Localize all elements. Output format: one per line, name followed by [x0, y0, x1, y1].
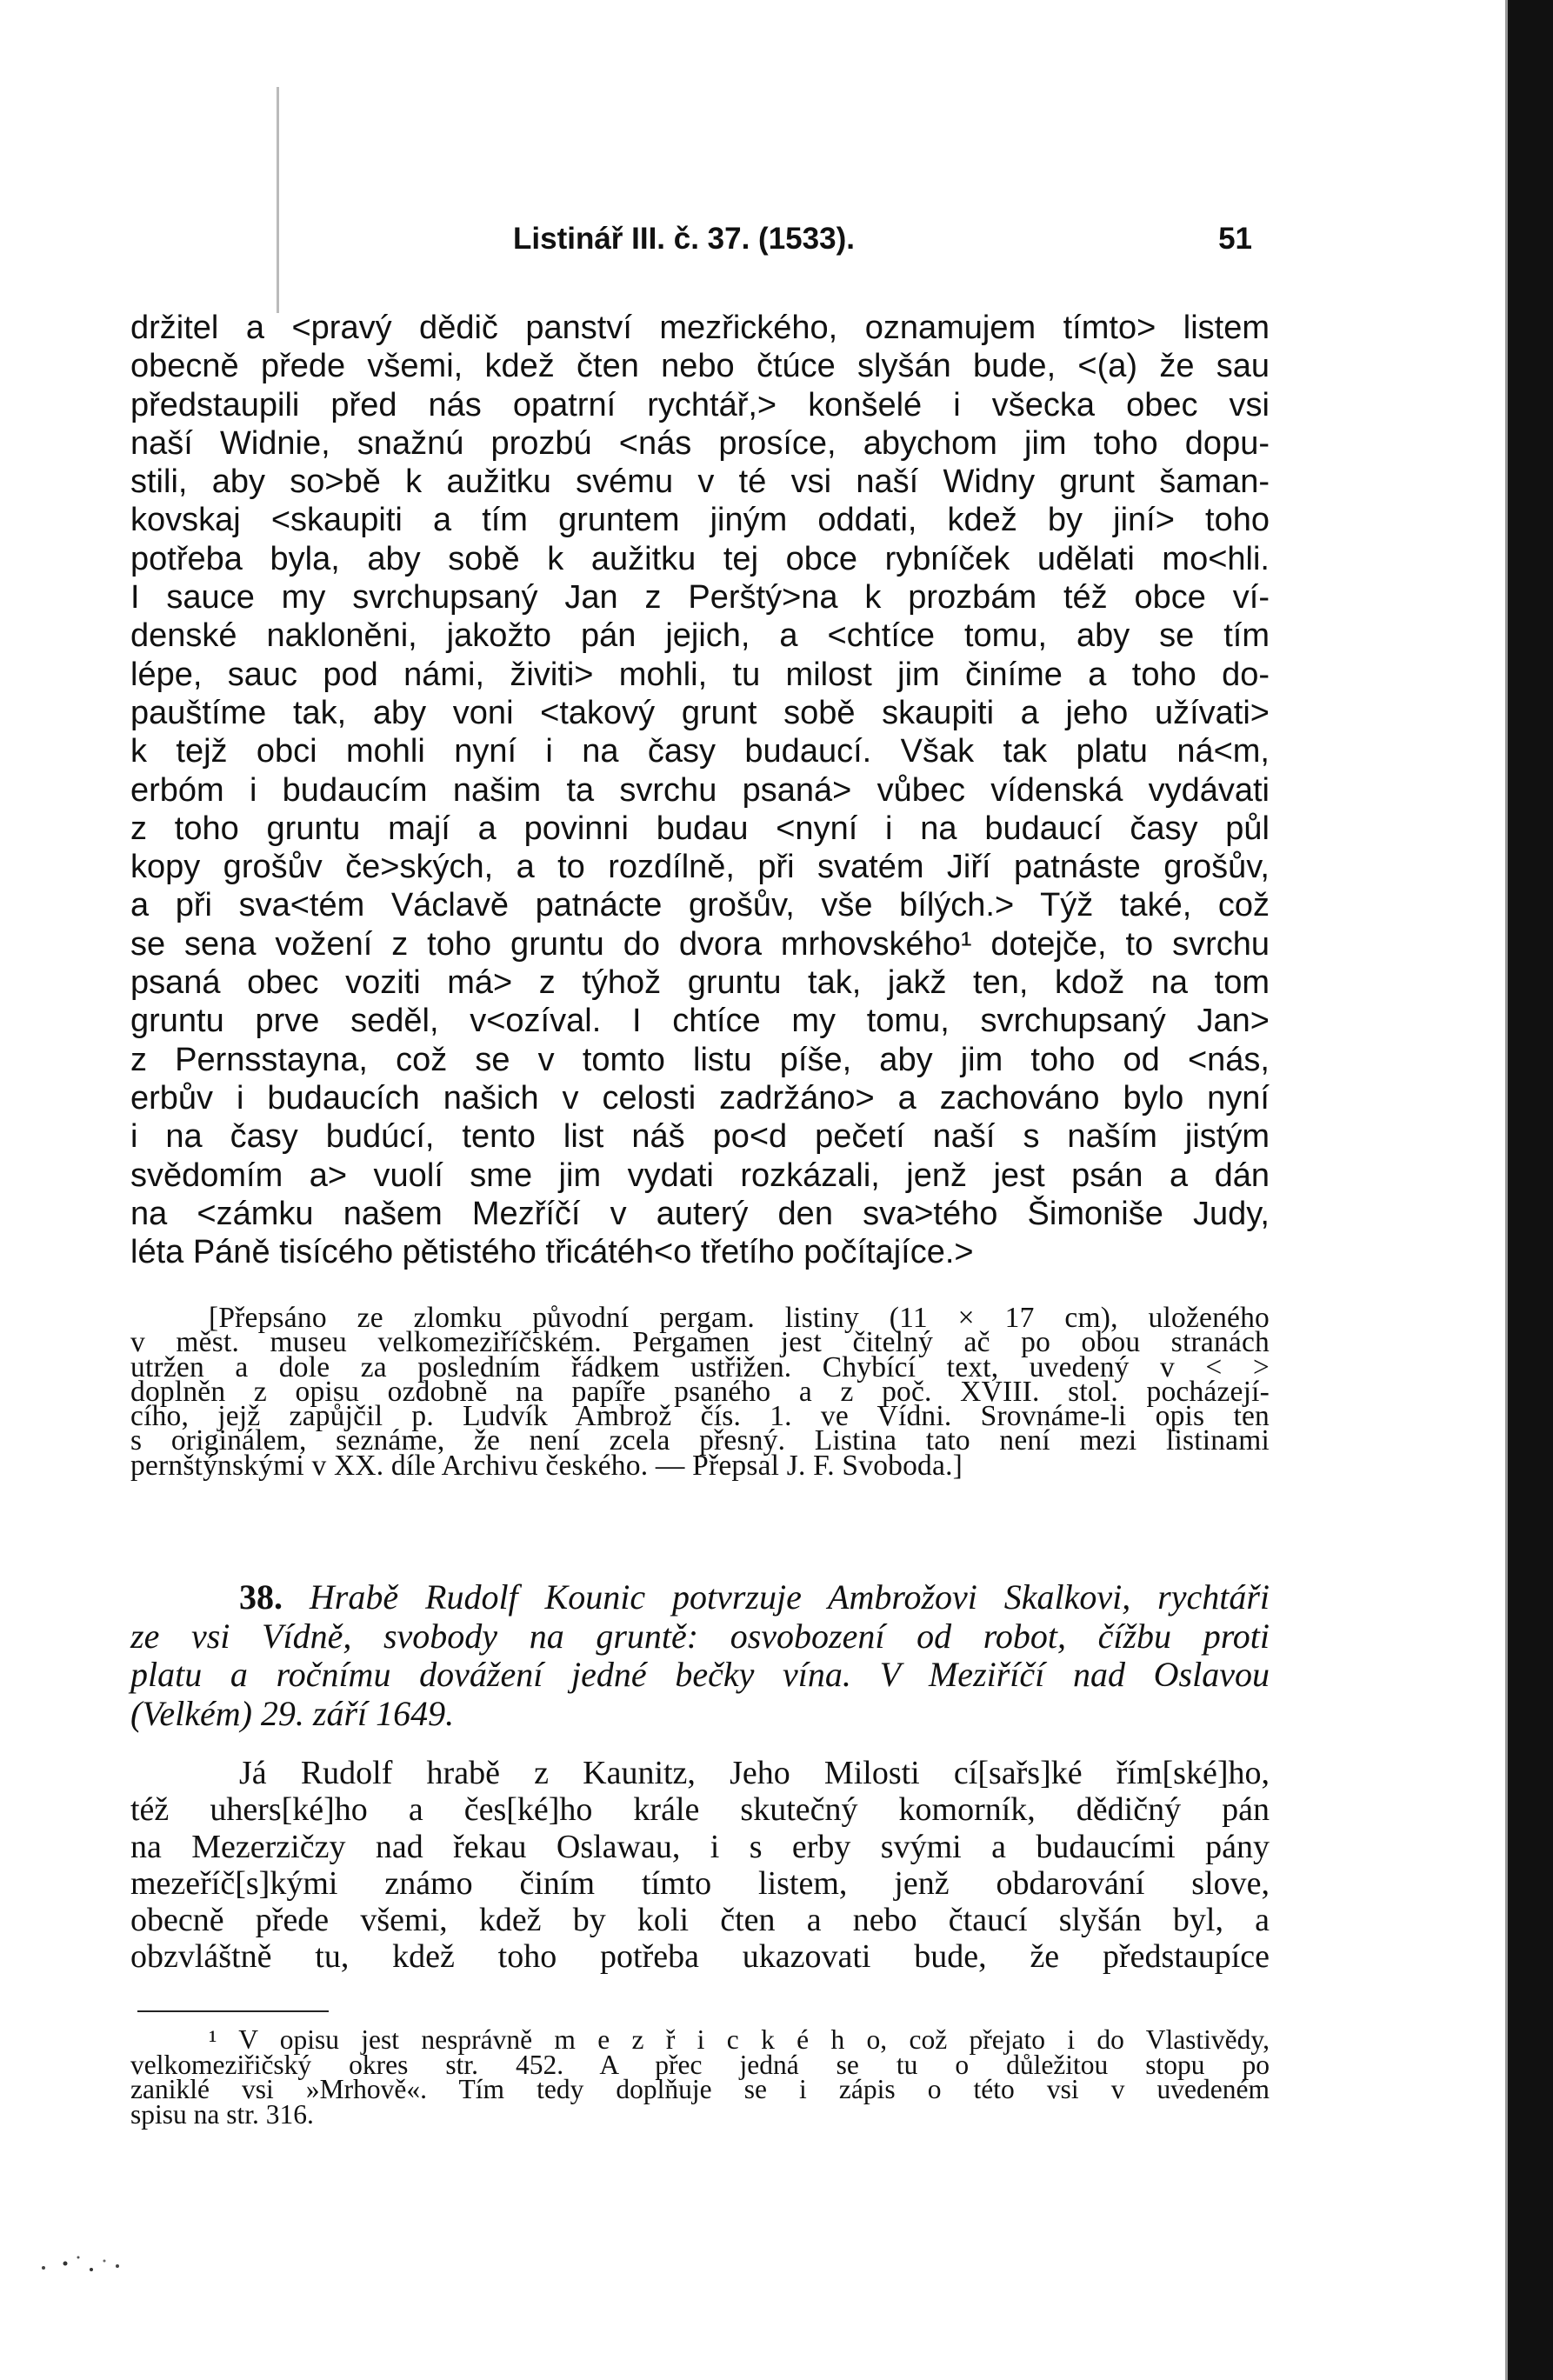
- heading-line: ze vsi Vídně, svobody na gruntě: osvobození od robot, čížbu proti: [130, 1616, 1270, 1656]
- footnote-rule: [137, 2010, 329, 2012]
- text-line: pauštíme tak, aby voni <takový grunt sobě skaupiti a jeho užívati>: [130, 694, 1270, 731]
- text-line: na Mezerzičzy nad řekau Oslawau, i s erby svými a budaucími pány: [130, 1828, 1270, 1865]
- text-line: erbóm i budaucím našim ta svrchu psaná> vůbec vídenská vydávati: [130, 771, 1270, 809]
- text-line: obzvláštně tu, kdež toho potřeba ukazovati bude, že předstaupíce: [130, 1938, 1270, 1976]
- text-line: potřeba byla, aby sobě k aužitku tej obce rybníček udělati mo<hli.: [130, 540, 1270, 577]
- text-line: gruntu prve seděl, v<ozíval. I chtíce my tomu, svrchupsaný Jan>: [130, 1003, 1270, 1040]
- text-line: stili, aby so>bě k aužitku svému v té vsi naší Widny grunt šaman-: [130, 463, 1270, 501]
- text-line: psaná obec voziti má> z týhož gruntu tak, jakž ten, kdož na tom: [130, 964, 1270, 1002]
- text-line: kovskaj <skaupiti a tím gruntem jiným oddati, kdež by jiní> toho: [130, 502, 1270, 539]
- heading-line: platu a ročnímu dovážení jedné bečky vína. V Meziříčí nad Oslavou: [130, 1655, 1270, 1694]
- note-line: [Přepsáno ze zlomku původní pergam. listiny (11 × 17 cm), uloženého: [209, 1302, 1270, 1334]
- note-line: utržen a dole za posledním řádkem ustřižen. Chybící text, uvedený v < >: [130, 1350, 1270, 1383]
- text-line: I sauce my svrchupsaný Jan z Perštý>na k prozbám též obce ví-: [130, 579, 1270, 617]
- footnote-line: spisu na str. 316.: [130, 2098, 314, 2130]
- text-line: se sena vožení z toho gruntu do dvora mrhovského¹ dotejče, to svrchu: [130, 925, 1270, 963]
- footnote-line: ¹ V opisu jest nesprávně m e z ř i c k é h o, což přejato i do Vlastivědy,: [209, 2024, 1270, 2055]
- running-title: Listinář III. č. 37. (1533).: [513, 222, 855, 256]
- running-header: [130, 222, 1252, 257]
- text-line: kopy grošův če>ských, a to rozdílně, při svatém Jiří patnáste grošův,: [130, 849, 1270, 886]
- page-number: 51: [1218, 222, 1252, 256]
- text-line: léta Páně tisícého pětistého třicátéh<o třetího počítajíce.>: [130, 1234, 974, 1271]
- scan-fold-mark: [277, 87, 279, 313]
- note-line: s originálem, seznáme, že není zcela přesný. Listina tato není mezi listinami: [130, 1424, 1270, 1457]
- text-line: obecně přede všemi, kdež čten nebo čtúce slyšán bude, <(a) že sau: [130, 348, 1270, 385]
- footnote-line: velkomeziřičský okres str. 452. A přec jedná se tu o důležitou stopu po: [130, 2049, 1270, 2080]
- scan-dark-edge: [1508, 0, 1553, 2380]
- main-charter-text: [130, 309, 1270, 1271]
- footnote-line: zaniklé vsi »Mrhově«. Tím tedy doplňuje se i zápis o této vsi v uvedeném: [130, 2074, 1270, 2104]
- footnote: [130, 2024, 1270, 2130]
- scan-edge-line: [1505, 0, 1508, 2380]
- text-line: svědomím a> vuolí sme jim vydati rozkázali, jenž jest psán a dán: [130, 1157, 1270, 1194]
- text-line: držitel a <pravý dědič panství mezřického, oznamujem tímto> listem: [130, 310, 1270, 346]
- text-line: Já Rudolf hrabě z Kaunitz, Jeho Milosti cí[sařs]ké řím[ské]ho,: [239, 1755, 1270, 1791]
- note-line: cího, jejž zapůjčil p. Ludvík Ambrož čís. 1. ve Vídni. Srovnáme-li opis ten: [130, 1400, 1270, 1433]
- document-number: 38.: [239, 1577, 283, 1617]
- text-line: denské nakloněni, jakožto pán jejich, a <chtíce tomu, aby se tím: [130, 617, 1270, 655]
- text-line: z Pernsstayna, což se v tomto listu píše, aby jim toho od <nás,: [130, 1041, 1270, 1078]
- text-line: naší Widnie, snažnú prozbú <nás prosíce, abychom jim toho dopu-: [130, 424, 1270, 462]
- text-line: na <zámku našem Mezříčí v auterý den sva>tého Šimoniše Judy,: [130, 1195, 1270, 1232]
- text-line: erbův i budaucích našich v celosti zadržáno> a zachováno bylo nyní: [130, 1079, 1270, 1117]
- heading-text: Hrabě Rudolf Kounic potvrzuje Ambrožovi Skalkovi, rychtáři: [309, 1577, 1270, 1617]
- text-line: a při sva<tém Václavě patnácte grošův, vše bílých.> Týž také, což: [130, 887, 1270, 924]
- text-line: též uhers[ké]ho a čes[ké]ho krále skutečný komorník, dědičný pán: [130, 1791, 1270, 1829]
- heading-line: (Velkém) 29. září 1649.: [130, 1693, 455, 1733]
- document-38-heading: [130, 1578, 1270, 1733]
- text-line: mezeříč[s]kými známo činím tímto listem, jenž obdarování slove,: [130, 1864, 1270, 1902]
- text-line: k tejž obci mohli nyní i na časy budaucí. Však tak platu ná<m,: [130, 733, 1270, 770]
- heading-line: [130, 1578, 1270, 1617]
- note-line: doplněn z opisu ozdobně na papíře psaného a z poč. XVIII. stol. pocházejí-: [130, 1375, 1270, 1408]
- document-38-text: [130, 1755, 1270, 1976]
- scan-specks: [26, 2242, 130, 2294]
- note-line: v měst. museu velkomeziříčském. Pergamen jest čitelný ač po obou stranách: [130, 1326, 1270, 1359]
- text-line: i na časy budúcí, tento list náš po<d pečetí naší s naším jistým: [130, 1118, 1270, 1156]
- editorial-note: [130, 1302, 1270, 1482]
- note-line: pernštýnskými v XX. díle Archivu českého. — Přepsal J. F. Svoboda.]: [130, 1449, 963, 1482]
- text-line: lépe, sauc pod námi, živiti> mohli, tu milost jim činíme a toho do-: [130, 656, 1270, 693]
- text-line: obecně přede všemi, kdež by koli čten a nebo čtaucí slyšán byl, a: [130, 1902, 1270, 1939]
- text-line: předstaupili před nás opatrní rychtář,> konšelé i všecka obec vsi: [130, 386, 1270, 423]
- text-line: z toho gruntu mají a povinni budau <nyní i na budaucí časy půl: [130, 810, 1270, 847]
